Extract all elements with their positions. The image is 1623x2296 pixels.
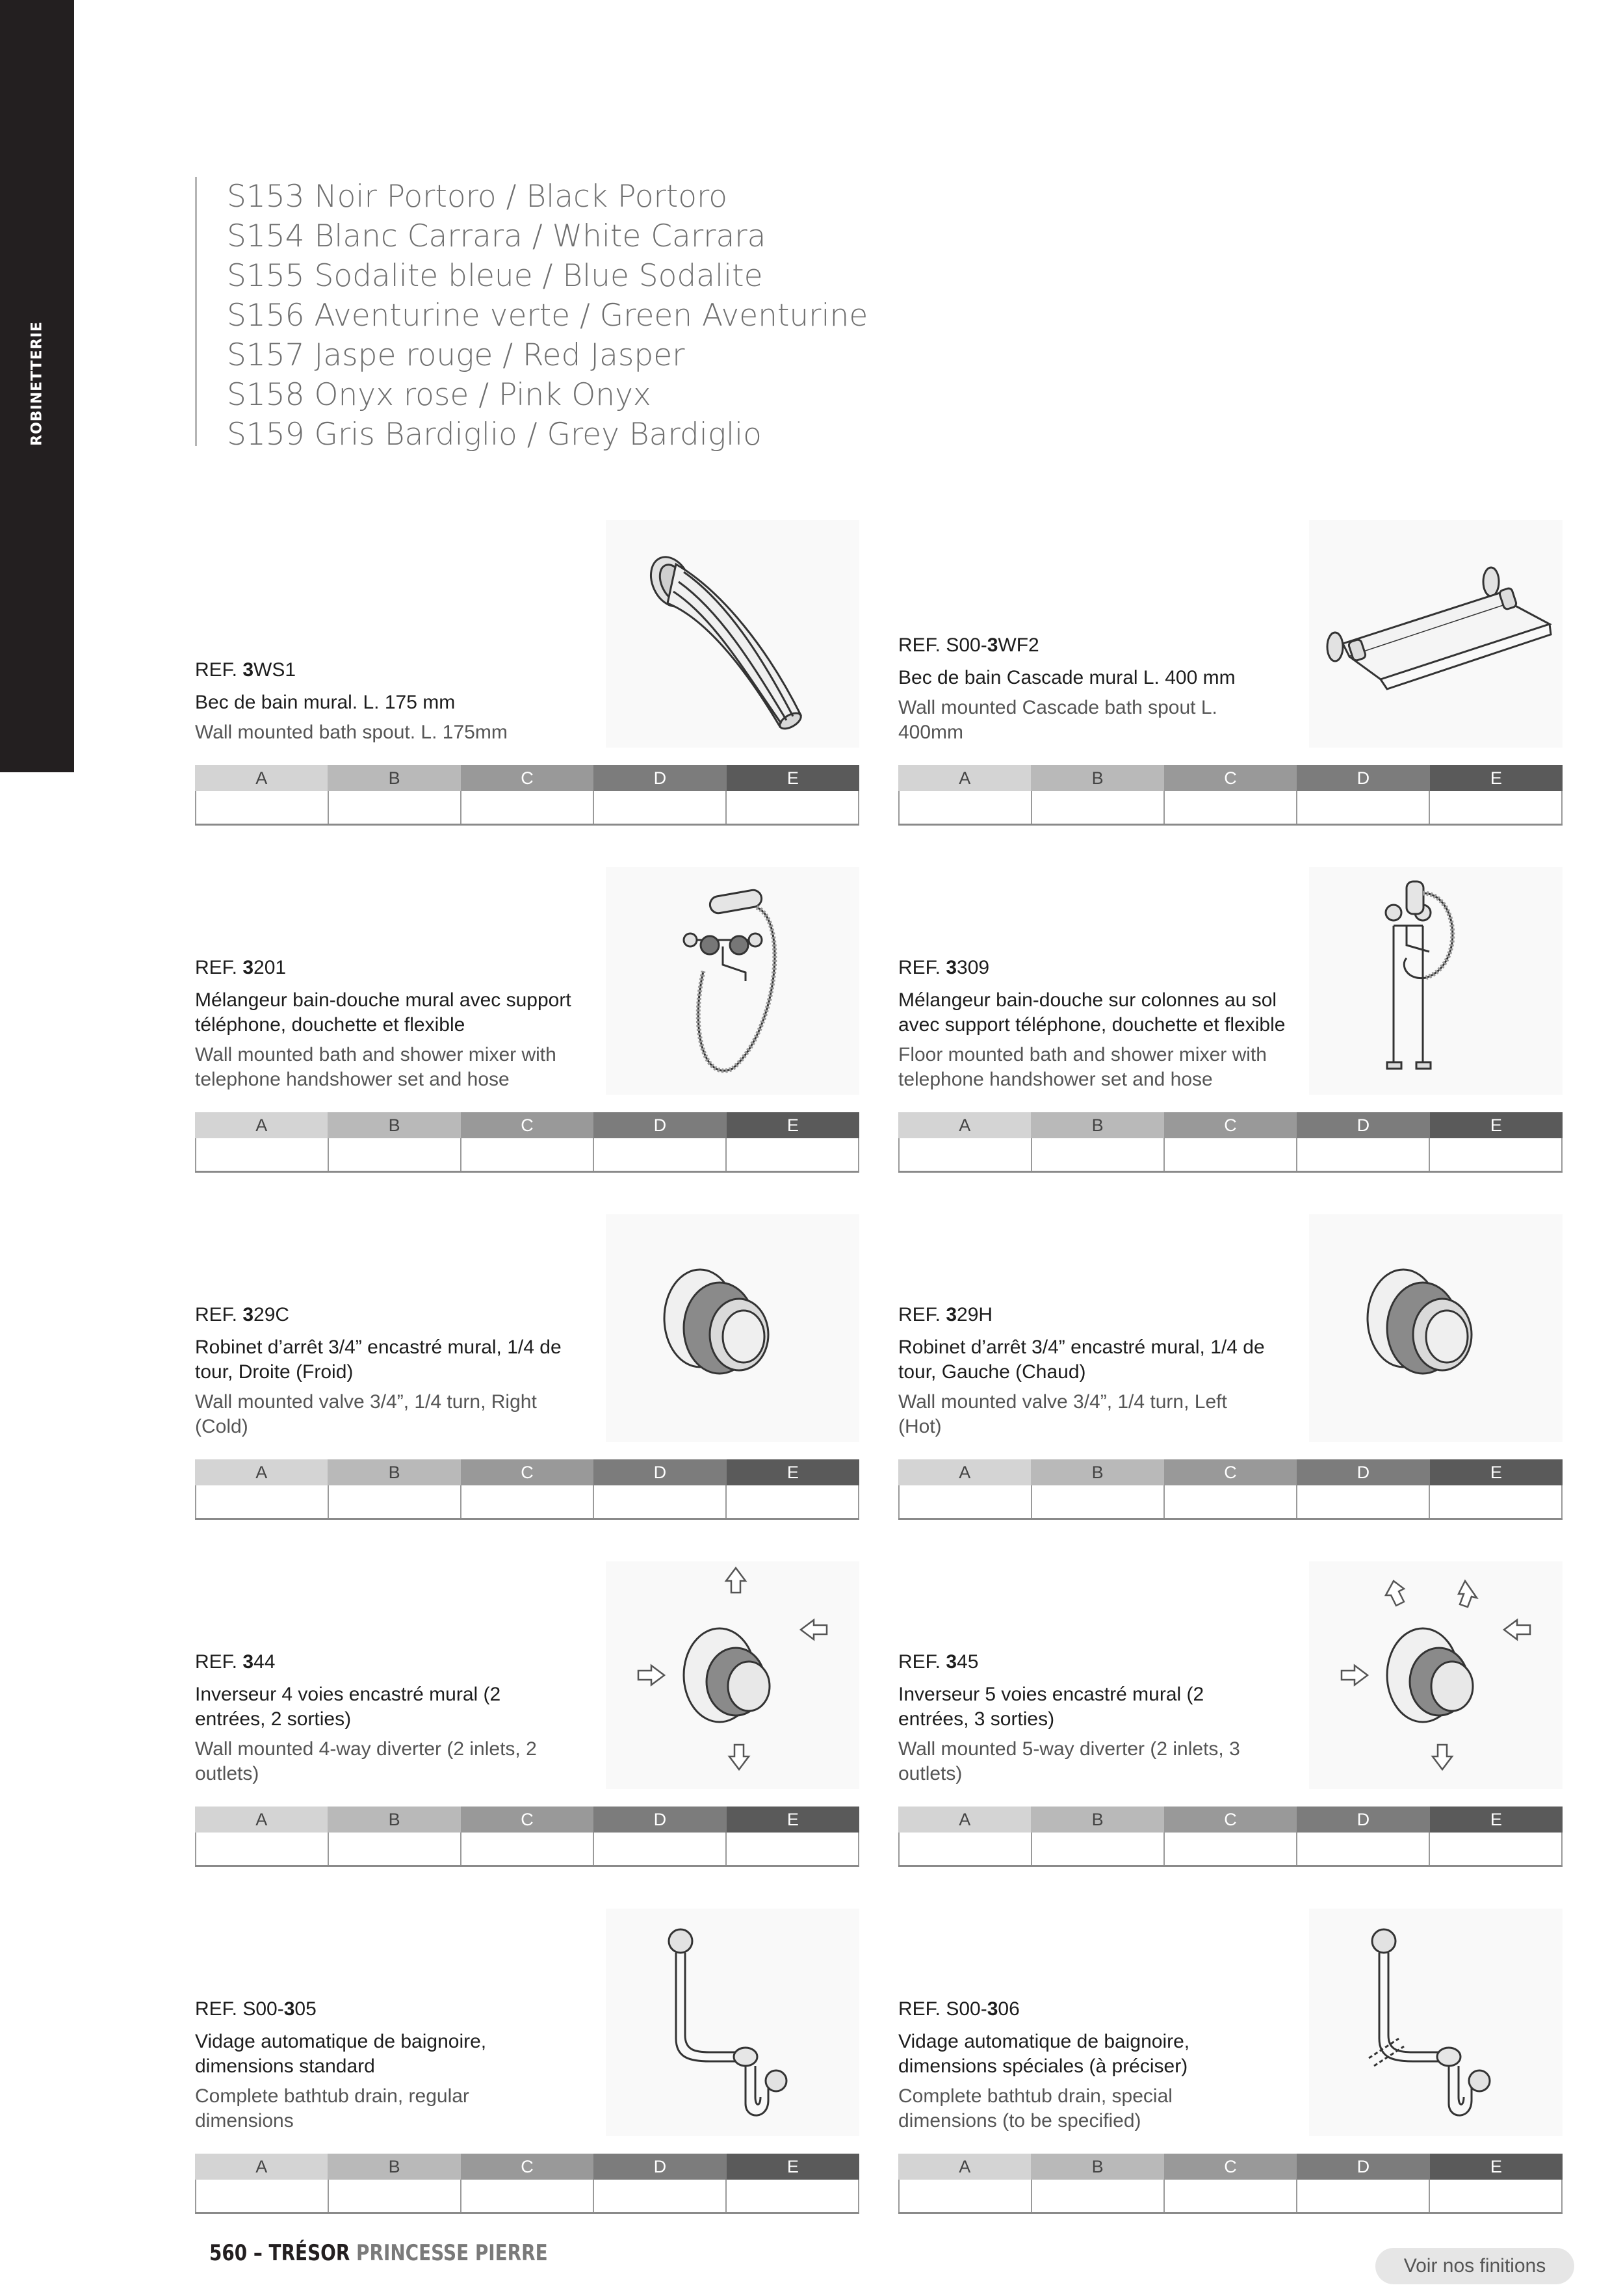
finish-column-a: A <box>195 1807 328 1833</box>
finish-cell <box>594 2180 727 2212</box>
finish-cell <box>1297 2180 1430 2212</box>
finish-column-d: D <box>1297 1112 1429 1138</box>
finish-column-c: C <box>461 1807 593 1833</box>
product-ref: REF. S00-3WF2 <box>898 634 1039 656</box>
finish-column-e: E <box>727 2154 859 2180</box>
finish-cell <box>900 791 1032 824</box>
finish-column-d: D <box>1297 765 1429 791</box>
product-description-fr: Bec de bain mural. L. 175 mm <box>195 692 456 713</box>
finish-table <box>195 1112 859 1173</box>
finish-cell <box>329 1833 461 1865</box>
finish-list <box>195 177 868 452</box>
finish-column-e: E <box>727 765 859 791</box>
product-description-fr: Robinet d’arrêt 3/4” encastré mural, 1/4 de tour, Gauche (Chaud) <box>898 1337 1265 1383</box>
finish-column-a: A <box>898 1807 1031 1833</box>
finish-column-a: A <box>898 765 1031 791</box>
product-info <box>195 956 611 1092</box>
finish-column-c: C <box>1164 1807 1297 1833</box>
page-footer-title <box>209 2240 548 2266</box>
finish-column-c: C <box>461 1112 593 1138</box>
finish-column-c: C <box>1164 1112 1297 1138</box>
product-description-en: Complete bathtub drain, regular dimensions <box>195 2085 469 2132</box>
finish-cell <box>1032 1485 1165 1518</box>
product-card <box>195 867 859 1173</box>
finish-cell <box>461 2180 594 2212</box>
finish-cell <box>329 2180 461 2212</box>
valve-icon <box>1309 1214 1563 1442</box>
product-info <box>898 956 1314 1092</box>
finish-column-d: D <box>593 1459 726 1485</box>
product-description-en: Floor mounted bath and shower mixer with telephone handshower set and hose <box>898 1044 1267 1090</box>
product-ref: REF. 3WS1 <box>195 659 296 681</box>
finish-cell <box>1430 2180 1563 2212</box>
product-card <box>898 1909 1563 2214</box>
product-info <box>195 1650 611 1786</box>
finish-column-b: B <box>328 1112 460 1138</box>
finish-column-d: D <box>593 1112 726 1138</box>
finish-item: S157 Jaspe rouge / Red Jasper <box>227 337 685 373</box>
product-ref: REF. 329H <box>898 1304 993 1325</box>
finish-column-a: A <box>898 2154 1031 2180</box>
finish-column-d: D <box>593 2154 726 2180</box>
floor-mixer-icon <box>1309 867 1563 1095</box>
finish-cell <box>1165 791 1297 824</box>
finish-column-e: E <box>1430 2154 1563 2180</box>
bathtub-drain-icon <box>606 1909 859 2136</box>
finish-table <box>195 1807 859 1867</box>
product-card <box>898 867 1563 1173</box>
product-description-en: Wall mounted valve 3/4”, 1/4 turn, Right (Cold) <box>195 1391 537 1437</box>
product-description-en: Complete bathtub drain, special dimensions (to be specified) <box>898 2085 1173 2132</box>
finish-column-b: B <box>328 1459 460 1485</box>
product-description-fr: Vidage automatique de baignoire, dimensions standard <box>195 2031 487 2077</box>
product-info <box>195 1303 611 1439</box>
finish-column-e: E <box>1430 1807 1563 1833</box>
finish-cell <box>461 1138 594 1171</box>
finish-item: S159 Gris Bardiglio / Grey Bardiglio <box>227 417 762 452</box>
finish-cell <box>196 1485 329 1518</box>
finish-item: S156 Aventurine verte / Green Aventurine <box>227 298 868 333</box>
finish-column-e: E <box>1430 765 1563 791</box>
product-ref: REF. 344 <box>195 1651 276 1673</box>
finish-column-a: A <box>195 2154 328 2180</box>
finish-table <box>898 765 1563 826</box>
finish-column-c: C <box>461 2154 593 2180</box>
finish-cell <box>1297 791 1430 824</box>
product-description-en: Wall mounted valve 3/4”, 1/4 turn, Left (Hot) <box>898 1391 1227 1437</box>
finish-cell <box>900 2180 1032 2212</box>
finish-cell <box>594 1485 727 1518</box>
finish-column-a: A <box>195 765 328 791</box>
finish-column-d: D <box>593 1807 726 1833</box>
finish-column-a: A <box>898 1459 1031 1485</box>
product-info <box>898 1650 1314 1786</box>
finish-column-e: E <box>727 1459 859 1485</box>
finish-cell <box>1430 1833 1563 1865</box>
finish-cell <box>594 1138 727 1171</box>
finish-column-e: E <box>727 1807 859 1833</box>
diverter-5-way-icon <box>1309 1561 1563 1789</box>
finish-cell <box>727 1833 859 1865</box>
finish-cell <box>1430 791 1563 824</box>
product-info <box>898 1303 1314 1439</box>
product-ref: REF. 3201 <box>195 957 287 978</box>
collection-name: PRINCESSE PIERRE <box>356 2240 548 2266</box>
finish-cell <box>461 1833 594 1865</box>
finish-cell <box>727 1485 859 1518</box>
finish-column-a: A <box>898 1112 1031 1138</box>
product-card <box>195 1214 859 1520</box>
finish-cell <box>1165 1833 1297 1865</box>
diverter-4-way-icon <box>606 1561 859 1789</box>
product-card <box>898 1214 1563 1520</box>
valve-icon <box>606 1214 859 1442</box>
product-description-fr: Mélangeur bain-douche sur colonnes au sol avec support téléphone, douchette et flexible <box>898 989 1286 1036</box>
finish-cell <box>196 791 329 824</box>
finish-column-b: B <box>328 765 460 791</box>
finish-cell <box>1297 1138 1430 1171</box>
finish-cell <box>1032 791 1165 824</box>
finish-table <box>195 765 859 826</box>
product-description-fr: Bec de bain Cascade mural L. 400 mm <box>898 667 1236 688</box>
finish-item: S154 Blanc Carrara / White Carrara <box>227 218 766 254</box>
finish-table <box>898 2154 1563 2214</box>
bath-spout-icon <box>606 520 859 748</box>
product-card <box>195 520 859 826</box>
product-info <box>195 658 611 745</box>
finish-cell <box>727 2180 859 2212</box>
product-info <box>195 1997 611 2133</box>
finish-table <box>898 1807 1563 1867</box>
finish-cell <box>461 791 594 824</box>
finish-cell <box>1032 1138 1165 1171</box>
finish-item: S155 Sodalite bleue / Blue Sodalite <box>227 258 763 294</box>
finish-table <box>898 1459 1563 1520</box>
finish-cell <box>1165 1485 1297 1518</box>
finish-cell <box>1165 1138 1297 1171</box>
finish-column-c: C <box>1164 2154 1297 2180</box>
product-description-fr: Robinet d’arrêt 3/4” encastré mural, 1/4 de tour, Droite (Froid) <box>195 1337 562 1383</box>
finish-cell <box>1430 1138 1563 1171</box>
finish-column-b: B <box>1031 1807 1163 1833</box>
product-ref: REF. 329C <box>195 1304 290 1325</box>
finish-column-e: E <box>1430 1459 1563 1485</box>
finish-cell <box>727 1138 859 1171</box>
finish-column-c: C <box>461 1459 593 1485</box>
cascade-spout-icon <box>1309 520 1563 748</box>
view-finishes-button[interactable]: Voir nos finitions <box>1375 2248 1574 2284</box>
finish-column-b: B <box>328 1807 460 1833</box>
finish-column-a: A <box>195 1459 328 1485</box>
finish-column-d: D <box>1297 2154 1429 2180</box>
finish-column-c: C <box>1164 1459 1297 1485</box>
finish-cell <box>196 2180 329 2212</box>
product-card <box>195 1909 859 2214</box>
product-ref: REF. S00-305 <box>195 1998 317 2020</box>
finish-cell <box>900 1833 1032 1865</box>
finish-column-c: C <box>1164 765 1297 791</box>
product-description-en: Wall mounted bath and shower mixer with telephone handshower set and hose <box>195 1044 556 1090</box>
product-description-en: Wall mounted bath spout. L. 175mm <box>195 722 508 743</box>
finish-cell <box>1032 2180 1165 2212</box>
finish-item: S158 Onyx rose / Pink Onyx <box>227 377 651 413</box>
finish-cell <box>594 791 727 824</box>
product-card <box>898 520 1563 826</box>
finish-item: S153 Noir Portoro / Black Portoro <box>227 179 728 215</box>
finish-column-d: D <box>1297 1459 1429 1485</box>
product-description-en: Wall mounted 4-way diverter (2 inlets, 2 outlets) <box>195 1738 537 1784</box>
finish-column-b: B <box>1031 765 1163 791</box>
product-description-en: Wall mounted Cascade bath spout L. 400mm <box>898 697 1217 743</box>
product-info <box>898 633 1314 745</box>
product-description-en: Wall mounted 5-way diverter (2 inlets, 3 outlets) <box>898 1738 1240 1784</box>
sidebar-label: ROBINETTERIE <box>29 321 45 446</box>
product-description-fr: Mélangeur bain-douche mural avec support téléphone, douchette et flexible <box>195 989 571 1036</box>
finish-column-b: B <box>328 2154 460 2180</box>
finish-cell <box>329 1138 461 1171</box>
finish-cell <box>461 1485 594 1518</box>
finish-cell <box>1430 1485 1563 1518</box>
product-description-fr: Inverseur 4 voies encastré mural (2 entrées, 2 sorties) <box>195 1684 501 1730</box>
page-number: 560 – TRÉSOR <box>209 2240 350 2266</box>
product-card <box>898 1561 1563 1867</box>
finish-column-e: E <box>727 1112 859 1138</box>
finish-column-e: E <box>1430 1112 1563 1138</box>
product-ref: REF. 3309 <box>898 957 990 978</box>
finish-column-b: B <box>1031 2154 1163 2180</box>
product-ref: REF. 345 <box>898 1651 979 1673</box>
product-description-fr: Inverseur 5 voies encastré mural (2 entrées, 3 sorties) <box>898 1684 1204 1730</box>
finish-cell <box>900 1138 1032 1171</box>
finish-column-b: B <box>1031 1459 1163 1485</box>
finish-cell <box>1297 1485 1430 1518</box>
product-ref: REF. S00-306 <box>898 1998 1020 2020</box>
finish-cell <box>1032 1833 1165 1865</box>
finish-table <box>195 2154 859 2214</box>
finish-cell <box>1165 2180 1297 2212</box>
finish-column-b: B <box>1031 1112 1163 1138</box>
finish-cell <box>196 1138 329 1171</box>
finish-column-c: C <box>461 765 593 791</box>
finish-column-d: D <box>1297 1807 1429 1833</box>
sidebar-tab <box>0 0 74 772</box>
finish-cell <box>329 791 461 824</box>
finish-cell <box>594 1833 727 1865</box>
bathtub-drain-special-icon <box>1309 1909 1563 2136</box>
finish-cell <box>727 791 859 824</box>
product-description-fr: Vidage automatique de baignoire, dimensions spéciales (à préciser) <box>898 2031 1190 2077</box>
finish-cell <box>1297 1833 1430 1865</box>
finish-cell <box>196 1833 329 1865</box>
finish-cell <box>329 1485 461 1518</box>
finish-column-a: A <box>195 1112 328 1138</box>
product-info <box>898 1997 1314 2133</box>
finish-cell <box>900 1485 1032 1518</box>
wall-mixer-icon <box>606 867 859 1095</box>
finish-table <box>898 1112 1563 1173</box>
finish-column-d: D <box>593 765 726 791</box>
finish-table <box>195 1459 859 1520</box>
product-card <box>195 1561 859 1867</box>
